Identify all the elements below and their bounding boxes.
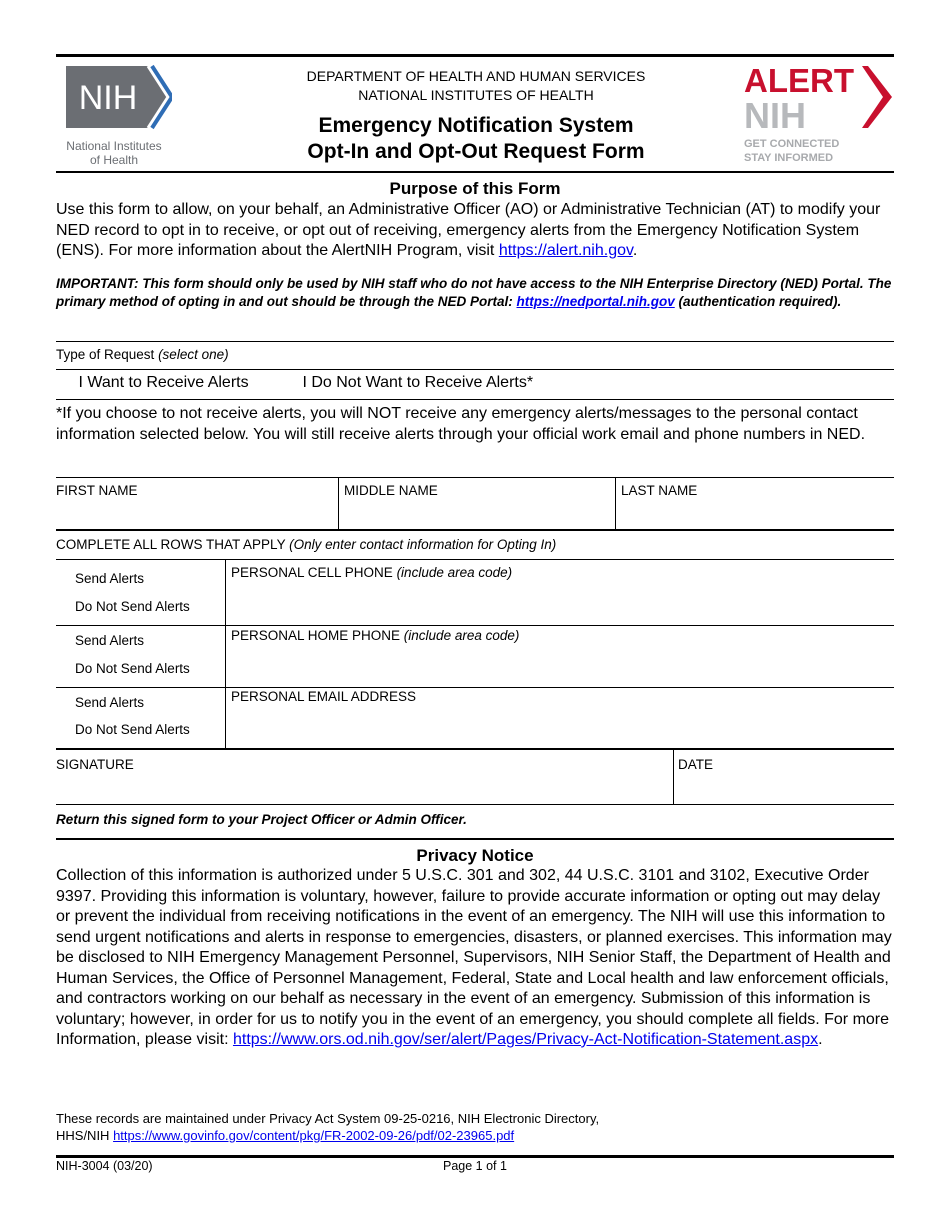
- privacy-body: [56, 866, 896, 1051]
- email-label: PERSONAL EMAIL ADDRESS: [231, 689, 417, 704]
- header-rule: [56, 171, 894, 173]
- contacts-instruction: [56, 537, 556, 552]
- home-phone-field[interactable]: [231, 628, 519, 643]
- option-not-receive-label: I Do Not Want to Receive Alerts*: [302, 374, 534, 391]
- form-number: NIH-3004 (03/20): [56, 1159, 153, 1173]
- not-receive-checkbox[interactable]: [286, 375, 298, 387]
- alert-link[interactable]: https://alert.nih.gov: [498, 242, 633, 259]
- middle-name-label: MIDDLE NAME: [344, 483, 438, 498]
- cell-phone-field[interactable]: [231, 565, 512, 580]
- request-mid-rule: [56, 369, 894, 370]
- alertnih-logo: [742, 62, 894, 166]
- first-name-label: FIRST NAME: [56, 483, 138, 498]
- purpose-body: [56, 200, 898, 262]
- alert-tag-1: GET CONNECTED: [744, 138, 840, 150]
- alert-tag-2: STAY INFORMED: [744, 152, 834, 164]
- send-alerts-option[interactable]: [75, 695, 144, 710]
- date-label: DATE: [678, 757, 714, 772]
- no-send-alerts-label: Do Not Send Alerts: [75, 722, 190, 737]
- home-phone-note: (include area code): [403, 628, 520, 643]
- contact-row-email: [56, 688, 894, 749]
- cell-phone-note: (include area code): [396, 565, 513, 580]
- contact-row-home-phone: [56, 626, 894, 688]
- names-bottom-rule: [56, 529, 894, 531]
- privacy-text: Collection of this information is authorized under 5 U.S.C. 301 and 302, 44 U.S.C. 3101 and 3102, Executive Order 9397. Providing this information is voluntary, however, failure to provide accurate information or opting out may delay or prevent the individual from receiving notifications in the event of an emergency. The NIH will use this information to send urgent notifications and alerts in response to emergencies, disasters, or planned exercises. This information may be disclosed to NIH Emergency Management Personnel, Supervisors, NIH Senior Staff, the Department of Health and Human Services, the Office of Personnel Management, Federal, State and Local health and law enforcement officials, and contractors working on our behalf as necessary in the event of an emergency. Submission of this information is voluntary; however, in order for us to notify you in the event of an emergency, you should complete all fields. For more Information, please visit:: [56, 867, 892, 1048]
- alertnih-logo-mark: [742, 62, 894, 132]
- important-end: (authentication required).: [674, 293, 842, 309]
- return-note: Return this signed form to your Project Officer or Admin Officer.: [56, 812, 467, 827]
- cell-phone-label: PERSONAL CELL PHONE: [231, 565, 397, 580]
- nih-logo-caption-2: of Health: [89, 153, 139, 167]
- nih-logo-text: NIH: [78, 79, 138, 117]
- no-send-alerts-option[interactable]: [75, 599, 190, 614]
- footer-rule: [56, 1155, 894, 1158]
- purpose-heading: Purpose of this Form: [389, 179, 561, 198]
- request-label-note: (select one): [158, 347, 229, 362]
- option-not-receive[interactable]: [286, 374, 533, 392]
- agency-line-1: DEPARTMENT OF HEALTH AND HUMAN SERVICES: [306, 68, 646, 84]
- top-rule: [56, 54, 894, 57]
- no-send-alerts-option[interactable]: [75, 722, 190, 737]
- request-bottom-rule: [56, 399, 894, 400]
- important-text: IMPORTANT: This form should only be used by NIH staff who do not have access to the NIH Enterprise Directory (NED) Portal. The primary method of opting in and out should be through the NED Portal:: [56, 276, 892, 309]
- no-send-alerts-option[interactable]: [75, 661, 190, 676]
- send-alerts-option[interactable]: [75, 633, 144, 648]
- request-label: [56, 347, 229, 362]
- page-title: [250, 113, 702, 165]
- page-number: Page 1 of 1: [443, 1159, 507, 1173]
- send-alerts-option[interactable]: [75, 571, 144, 586]
- signature-field[interactable]: [56, 750, 673, 804]
- option-receive-label: I Want to Receive Alerts: [78, 374, 249, 391]
- records-line-1: These records are maintained under Privacy Act System 09-25-0216, NIH Electronic Directory,: [56, 1111, 600, 1126]
- email-field[interactable]: [231, 689, 416, 704]
- home-phone-label: PERSONAL HOME PHONE: [231, 628, 404, 643]
- date-field[interactable]: [673, 750, 895, 804]
- request-label-text: Type of Request: [56, 347, 159, 362]
- contacts-instruction-text: COMPLETE ALL ROWS THAT APPLY: [56, 537, 290, 552]
- ned-portal-link[interactable]: https://nedportal.nih.gov: [516, 293, 675, 309]
- send-alerts-label: Send Alerts: [75, 571, 145, 586]
- title-line-1: Emergency Notification System: [318, 114, 634, 137]
- receive-checkbox[interactable]: [62, 375, 74, 387]
- middle-name-field[interactable]: [338, 478, 616, 530]
- purpose-end: .: [632, 242, 638, 259]
- send-alerts-label: Send Alerts: [75, 633, 145, 648]
- last-name-field[interactable]: [615, 478, 895, 530]
- header-agency: [250, 67, 702, 105]
- records-line-2: [56, 1127, 894, 1144]
- nih-logo: [56, 64, 172, 168]
- signature-bottom-rule: [56, 804, 894, 805]
- purpose-text: Use this form to allow, on your behalf, an Administrative Officer (AO) or Administrative Technician (AT) to modify your NED record to opt in to receive, or opt out of receiving, emergency alerts from the Emergency Notification System (ENS). For more information about the AlertNIH Program, visit: [56, 201, 881, 259]
- agency-line-2: NATIONAL INSTITUTES OF HEALTH: [358, 87, 594, 103]
- no-send-alerts-label: Do Not Send Alerts: [75, 599, 190, 614]
- records-note: [56, 1110, 894, 1144]
- request-top-rule: [56, 341, 894, 342]
- nih-logo-caption-1: National Institutes: [66, 139, 162, 153]
- last-name-label: LAST NAME: [621, 483, 698, 498]
- important-note: [56, 275, 898, 310]
- no-send-alerts-label: Do Not Send Alerts: [75, 661, 190, 676]
- first-name-field[interactable]: [56, 478, 338, 530]
- privacy-link[interactable]: https://www.ors.od.nih.gov/ser/alert/Pages/Privacy-Act-Notification-Statement.aspx: [232, 1031, 819, 1048]
- send-alerts-label: Send Alerts: [75, 695, 145, 710]
- privacy-heading: Privacy Notice: [416, 846, 534, 865]
- nih-word: NIH: [744, 95, 806, 132]
- records-prefix: HHS/NIH: [56, 1128, 114, 1143]
- nih-logo-mark: [56, 64, 172, 130]
- option-receive[interactable]: [62, 374, 249, 392]
- records-link[interactable]: https://www.govinfo.gov/content/pkg/FR-2002-09-26/pdf/02-23965.pdf: [113, 1128, 515, 1143]
- alert-word: ALERT: [744, 62, 854, 99]
- contact-row-cell-phone: [56, 560, 894, 626]
- contacts-instruction-note: (Only enter contact information for Opting In): [289, 537, 557, 552]
- privacy-end: .: [818, 1031, 823, 1048]
- privacy-rule: [56, 838, 894, 840]
- signature-label: SIGNATURE: [56, 757, 134, 772]
- title-line-2: Opt-In and Opt-Out Request Form: [307, 140, 645, 163]
- request-footnote: *If you choose to not receive alerts, you will NOT receive any emergency alerts/messages to the personal contact information selected below. You will still receive alerts through your official work email and phone numbers in NED.: [56, 405, 866, 443]
